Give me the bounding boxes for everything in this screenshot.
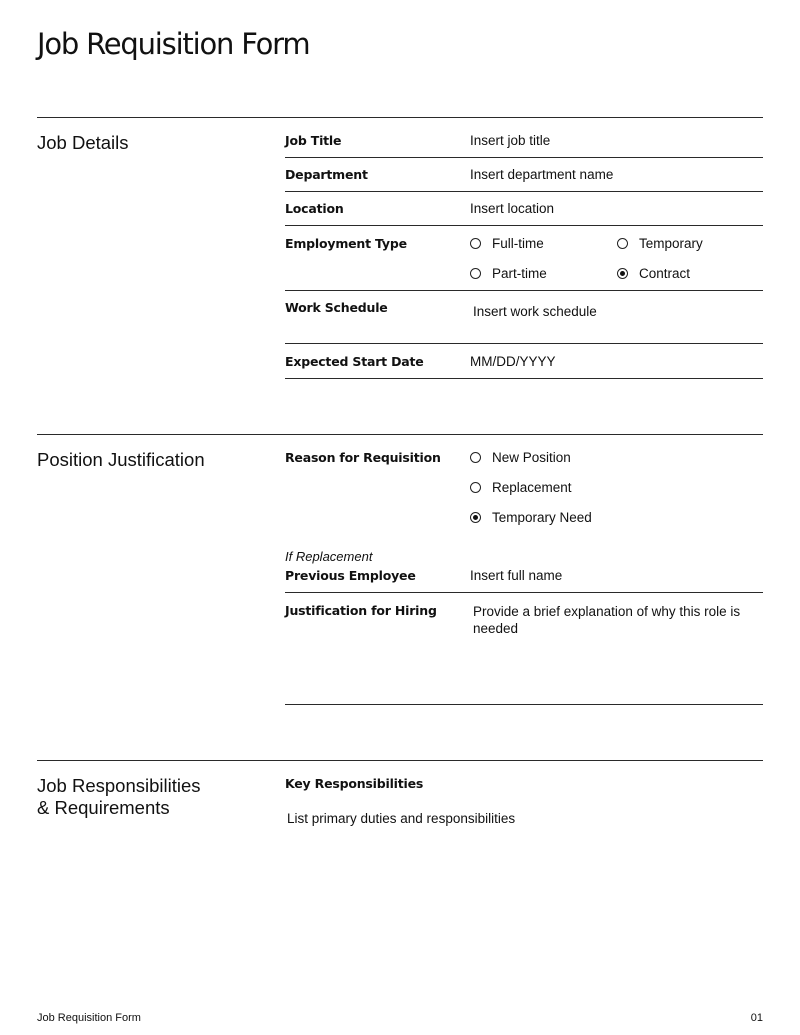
radio-part-time[interactable] xyxy=(470,268,481,279)
field-divider xyxy=(285,191,763,192)
radio-contract[interactable] xyxy=(617,268,628,279)
start-date-label: Expected Start Date xyxy=(285,354,424,369)
section-title-line: Job Responsibilities xyxy=(37,775,201,796)
work-schedule-field[interactable]: Insert work schedule xyxy=(473,304,597,319)
field-divider xyxy=(285,592,763,593)
employment-option-contract[interactable] xyxy=(617,266,690,281)
radio-label: Part-time xyxy=(492,266,547,281)
section-title-job-details: Job Details xyxy=(37,132,129,153)
hiring-justification-field[interactable]: Provide a brief explanation of why this role is needed xyxy=(473,604,741,636)
previous-employee-label: Previous Employee xyxy=(285,568,416,583)
field-divider xyxy=(285,290,763,291)
section-divider xyxy=(37,434,763,435)
radio-label: Contract xyxy=(639,266,691,281)
radio-replacement[interactable] xyxy=(470,482,481,493)
employment-type-label: Employment Type xyxy=(285,236,407,251)
employment-option-part-time[interactable] xyxy=(470,266,547,281)
radio-new-position[interactable] xyxy=(470,452,481,463)
section-divider xyxy=(37,117,763,118)
radio-label: Temporary xyxy=(639,236,703,251)
radio-full-time[interactable] xyxy=(470,238,481,249)
hiring-justification-label: Justification for Hiring xyxy=(285,603,437,618)
key-responsibilities-label: Key Responsibilities xyxy=(285,776,424,791)
work-schedule-label: Work Schedule xyxy=(285,300,388,315)
section-title-position-justification: Position Justification xyxy=(37,449,205,470)
start-date-field[interactable]: MM/DD/YYYY xyxy=(470,354,556,369)
field-divider xyxy=(285,343,763,344)
field-divider xyxy=(285,378,763,379)
employment-option-full-time[interactable] xyxy=(470,236,544,251)
page-number: 01 xyxy=(750,1012,763,1024)
radio-label: Replacement xyxy=(492,480,572,495)
section-title-line: & Requirements xyxy=(37,797,170,818)
section-divider xyxy=(37,760,763,761)
radio-label: Full-time xyxy=(492,236,544,251)
field-divider xyxy=(285,704,763,705)
reason-option-temporary-need[interactable] xyxy=(470,510,592,525)
section-title-responsibilities xyxy=(37,775,201,819)
key-responsibilities-field[interactable]: List primary duties and responsibilities xyxy=(287,811,516,826)
department-label: Department xyxy=(285,167,368,182)
location-label: Location xyxy=(285,201,344,216)
radio-temporary[interactable] xyxy=(617,238,628,249)
reason-option-new-position[interactable] xyxy=(470,450,571,465)
replacement-note: If Replacement xyxy=(285,549,373,564)
radio-label: New Position xyxy=(492,450,571,465)
previous-employee-field[interactable]: Insert full name xyxy=(470,568,563,583)
footer-title: Job Requisition Form xyxy=(37,1012,141,1024)
page-title: Job Requisition Form xyxy=(37,27,310,61)
job-title-label: Job Title xyxy=(285,133,342,148)
radio-label: Temporary Need xyxy=(492,510,592,525)
reason-label: Reason for Requisition xyxy=(285,450,441,465)
reason-option-replacement[interactable] xyxy=(470,480,572,495)
field-divider xyxy=(285,157,763,158)
employment-option-temporary[interactable] xyxy=(617,236,703,251)
radio-temporary-need[interactable] xyxy=(470,512,481,523)
field-divider xyxy=(285,225,763,226)
department-field[interactable]: Insert department name xyxy=(470,167,614,182)
job-title-field[interactable]: Insert job title xyxy=(470,133,551,148)
location-field[interactable]: Insert location xyxy=(470,201,555,216)
